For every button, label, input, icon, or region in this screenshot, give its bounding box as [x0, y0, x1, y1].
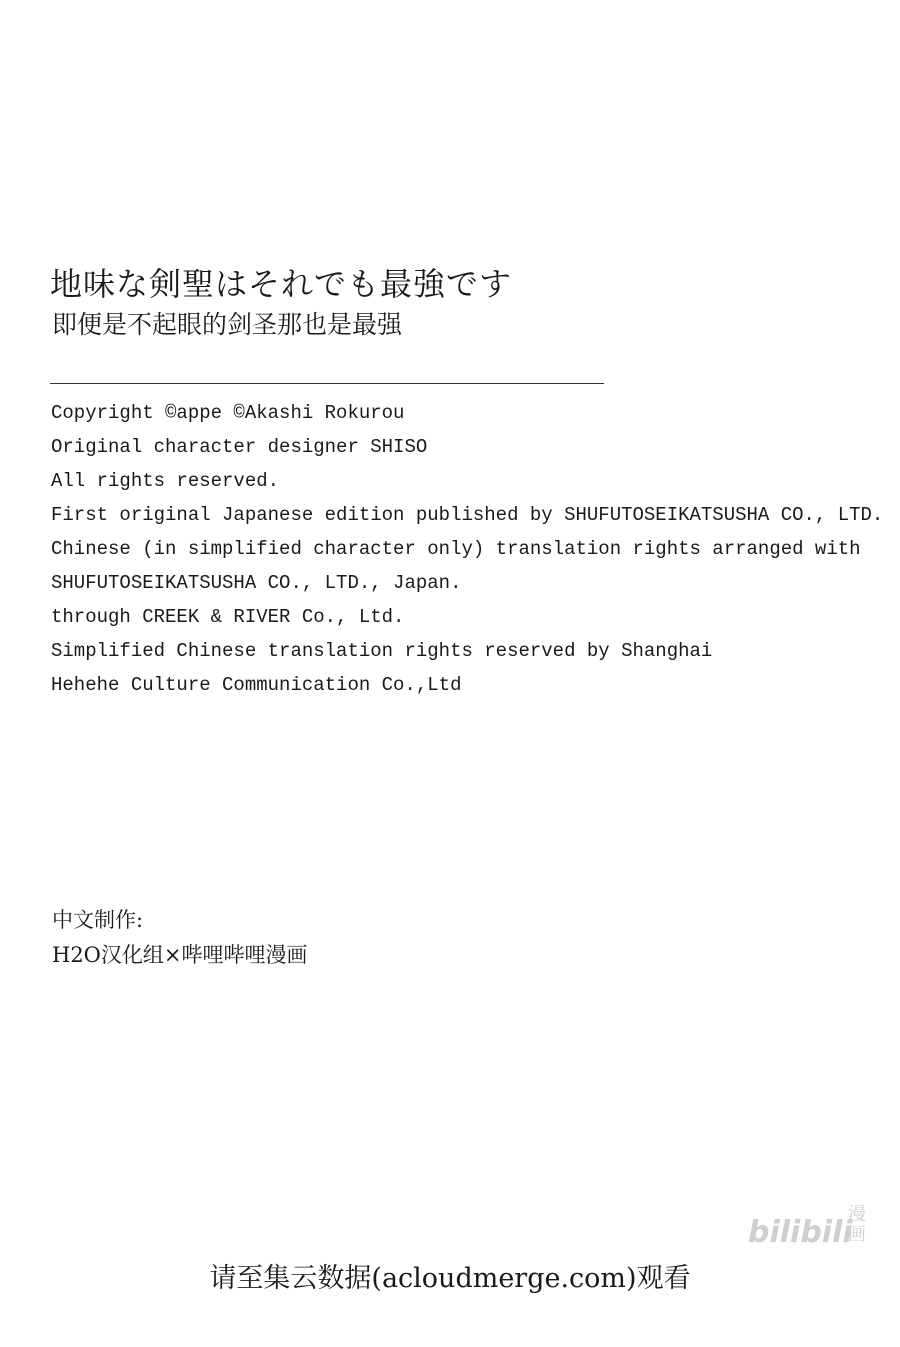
title-japanese: 地味な剣聖はそれでも最強です	[50, 265, 513, 303]
bilibili-manga-watermark-logo	[746, 1200, 870, 1252]
bilibili-logo-text: bilibili	[748, 1215, 853, 1250]
credit-line: All rights reserved.	[51, 470, 280, 492]
credit-line: SHUFUTOSEIKATSUSHA CO., LTD., Japan.	[51, 572, 462, 594]
manga-logo-char-1: 漫画	[848, 1204, 866, 1245]
production-label: 中文制作:	[52, 908, 144, 932]
credit-line: Simplified Chinese translation rights reserved by Shanghai	[51, 640, 713, 662]
credit-line: Original character designer SHISO	[51, 436, 428, 458]
credit-line: Chinese (in simplified character only) translation rights arranged with	[51, 538, 861, 560]
credit-line: Copyright ©appe ©Akashi Rokurou	[51, 402, 405, 424]
production-team: H2O汉化组×哔哩哔哩漫画	[52, 943, 308, 967]
title-chinese: 即便是不起眼的剑圣那也是最强	[52, 310, 403, 339]
credit-line: First original Japanese edition published by SHUFUTOSEIKATSUSHA CO., LTD.	[51, 504, 884, 526]
footer-note: 请至集云数据(acloudmerge.com)观看	[209, 1263, 691, 1294]
title-divider	[50, 383, 604, 384]
copyright-credits	[51, 396, 883, 702]
credit-line: through CREEK & RIVER Co., Ltd.	[51, 606, 405, 628]
credit-line: Hehehe Culture Communication Co.,Ltd	[51, 674, 462, 696]
